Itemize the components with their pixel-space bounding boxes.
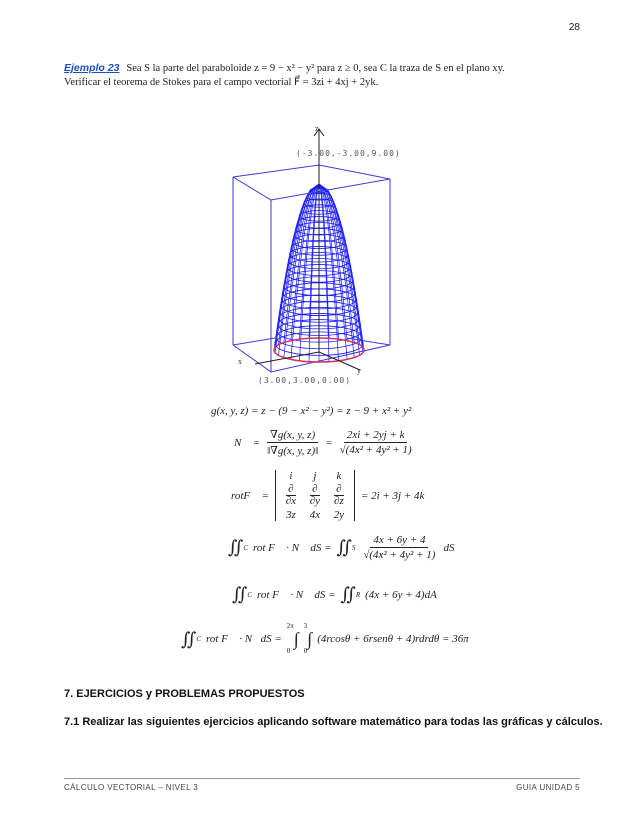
curl-lhs: rotF⃗ =	[231, 489, 269, 502]
bottom-corner-label: (3.00,3.00,0.00)	[258, 376, 352, 385]
x-axis-label: x	[238, 357, 242, 366]
footer-left: CÁLCULO VECTORIAL – NIVEL 3	[64, 783, 199, 792]
curl-eq	[231, 470, 424, 521]
normal-vector-eq: N⃗ = $\frac{\nabla g(x, y, z)}{‖\nabla g(x, y, z)‖}$ = $\frac{2xi + 2yj + k}{\text{√(4x² + 4y² + 1)}}$	[234, 428, 415, 457]
surface-integral-1: ∬ C rot F⃗ · N⃗ dS = ∬ S $\frac{4x + 6y + 4}{\text{√(4x² + 4y² + 1)}}$ dS	[228, 534, 455, 561]
surface-integral-2: ∬ C rot F⃗ · N⃗ dS = ∬ R (4x + 6y + 4)dA	[232, 584, 437, 604]
example-line-2: Verificar el teorema de Stokes para el campo vectorial F⃗ = 3zi + 4xj + 2yk.	[64, 77, 379, 88]
example-statement: Sea S la parte del paraboloide z = 9 − x² − y² para z ≥ 0, sea C la traza de S en el plano xy.	[126, 63, 505, 74]
curl-determinant: i j k ∂ ∂x ∂ ∂y ∂ ∂z 3z 4x 2y	[275, 470, 355, 521]
normal-lhs: N⃗ =	[234, 436, 261, 449]
paraboloid-graph	[225, 120, 410, 390]
z-axis-label: z	[315, 124, 319, 133]
example-title: Ejemplo 23	[64, 62, 120, 74]
g-function: g(x, y, z) = z − (9 − x² − y²) = z − 9 + x² + y²	[211, 405, 412, 417]
normal-fraction-2: $\frac{2xi + 2yj + k}{\text{√(4x² + 4y² + 1)}}$	[339, 429, 412, 456]
section-heading-7: 7. EJERCICIOS y PROBLEMAS PROPUESTOS	[64, 688, 305, 700]
surface-meridian	[279, 184, 320, 355]
page-number: 28	[568, 22, 580, 33]
example-line-1	[64, 61, 505, 76]
y-axis-label: y	[357, 366, 361, 375]
surface-meridian	[319, 184, 360, 355]
top-corner-label: (-3.00,-3.00,9.00)	[296, 149, 401, 158]
polar-integral: ∬ C rot F⃗ · N⃗dS = 2π 0 ∫ 3 0 ∫ (4rcosθ + 6rsenθ + 4)rdrdθ = 36π	[181, 622, 469, 655]
footer-right: GUIA UNIDAD 5	[516, 783, 580, 792]
curl-rhs: = 2i + 3j + 4k	[360, 489, 425, 502]
footer-divider	[64, 778, 580, 779]
section-heading-7-1: 7.1 Realizar las siguientes ejercicios aplicando software matemático para todas las gráficas y cálculos.	[64, 716, 603, 728]
normal-fraction-1: $\frac{\nabla g(x, y, z)}{‖\nabla g(x, y, z)‖}$	[267, 429, 319, 457]
